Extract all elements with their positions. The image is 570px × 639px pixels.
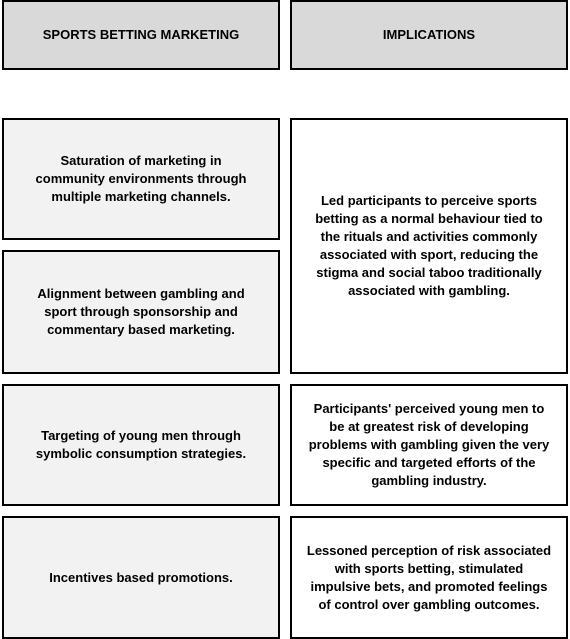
marketing-box-alignment xyxy=(2,250,280,374)
implication-box-normalisation xyxy=(290,118,568,374)
implication-box-young-men-risk xyxy=(290,384,568,506)
marketing-box-incentives xyxy=(2,516,280,639)
marketing-text: Saturation of marketing in community environments through multiple marketing channels. xyxy=(35,153,247,204)
implication-text: Participants' perceived young men to be at greatest risk of developing problems with gambling given the very specific and targeted efforts of the gambling industry. xyxy=(308,401,550,488)
header-right-label: IMPLICATIONS xyxy=(382,27,476,42)
header-implications xyxy=(290,0,568,70)
implication-box-risk-perception xyxy=(290,516,568,639)
marketing-text: Incentives based promotions. xyxy=(49,569,233,585)
marketing-box-saturation xyxy=(2,118,280,240)
marketing-box-targeting xyxy=(2,384,280,506)
implication-text: Led participants to perceive sports betting as a normal behaviour tied to the rituals and activities commonly associated with sport, reducing the stigma and social taboo traditionally associated with gambling. xyxy=(315,193,543,298)
header-left-label: SPORTS BETTING MARKETING xyxy=(42,27,240,42)
marketing-text: Alignment between gambling and sport through sponsorship and commentary based marketing. xyxy=(37,286,245,337)
header-sports-betting-marketing xyxy=(2,0,280,70)
implication-text: Lessoned perception of risk associated with sports betting, stimulated impulsive bets, and promoted feelings of control over gambling outcomes. xyxy=(306,542,552,612)
marketing-text: Targeting of young men through symbolic consumption strategies. xyxy=(35,428,247,461)
